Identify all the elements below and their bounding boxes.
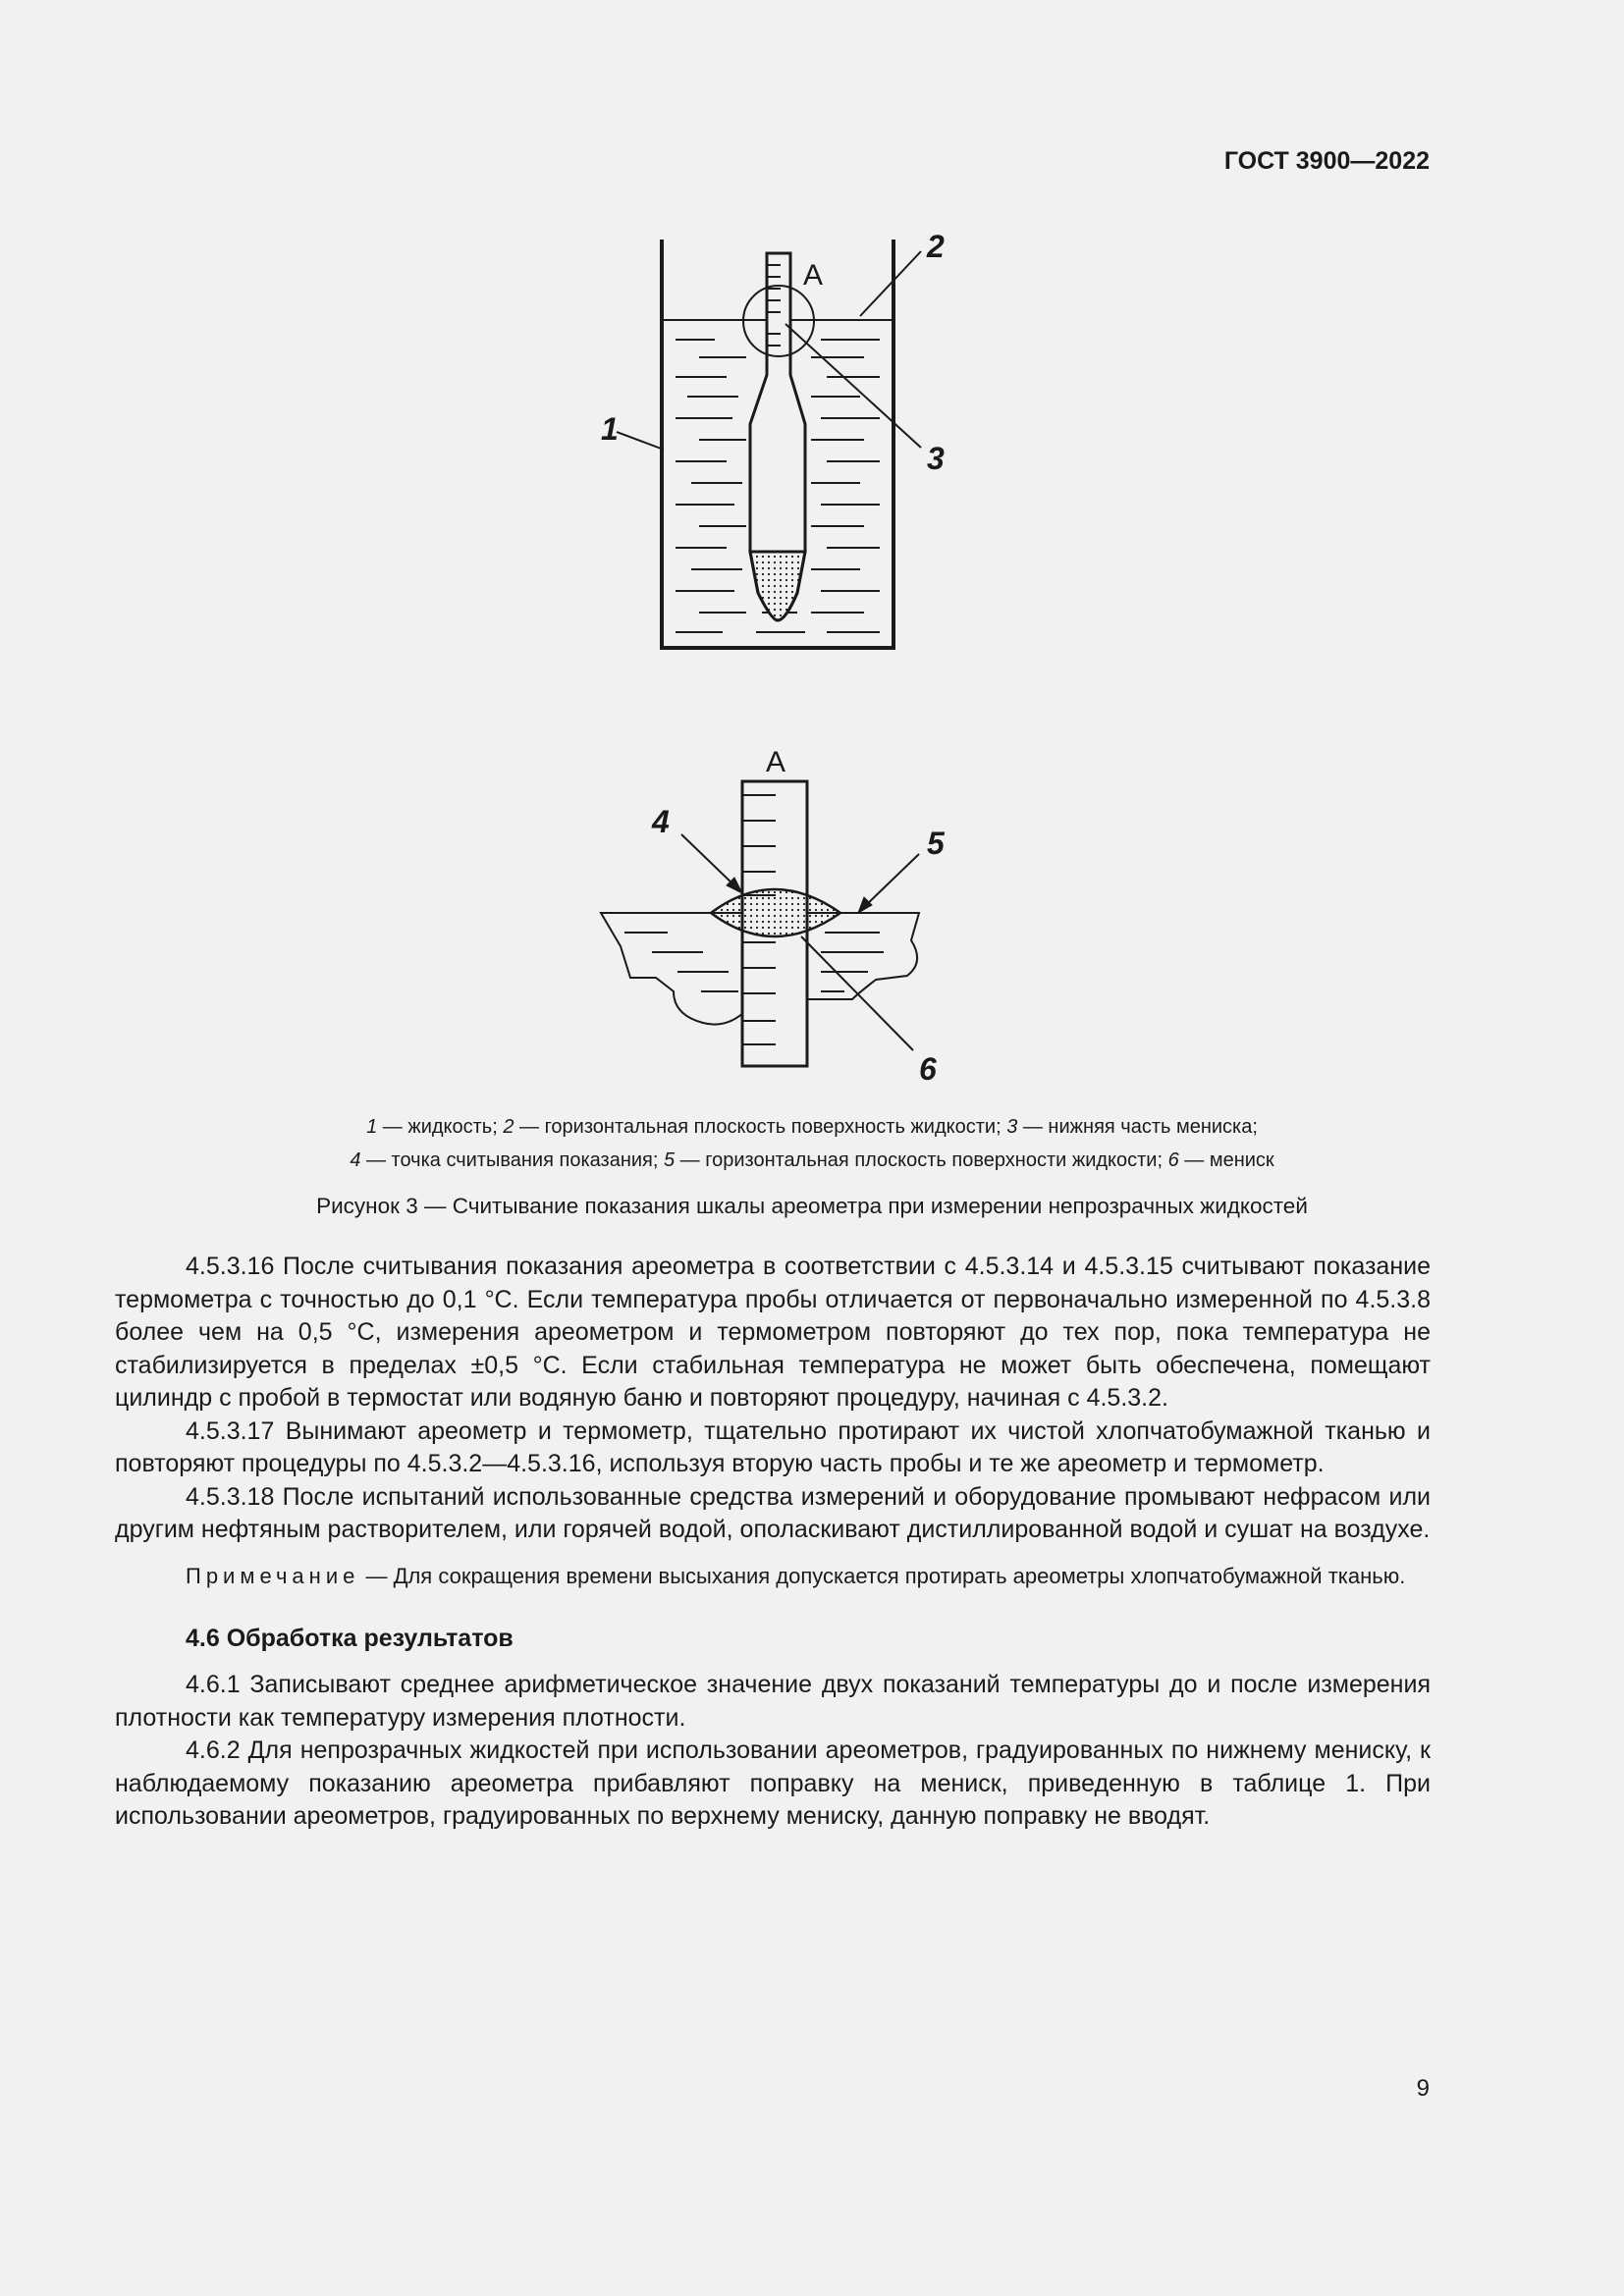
figure-legend-line-1: 1 — жидкость; 2 — горизонтальная плоскость поверхность жидкости; 3 — нижняя часть мениска; <box>366 1116 1258 1138</box>
body-text <box>115 1251 1431 1834</box>
note-text: — Для сокращения времени высыхания допускается протирать ареометры хлопчатобумажной тканью. <box>359 1563 1406 1588</box>
label-6: 6 <box>919 1051 937 1087</box>
beaker-diagram <box>617 240 921 648</box>
label-3: 3 <box>927 441 945 476</box>
paragraph-4-5-3-16: 4.5.3.16 После считывания показания ареометра в соответствии с 4.5.3.14 и 4.5.3.15 считывают показание термометра с точностью до 0,1 °С. Если температура пробы отличается от первоначально измеренной по 4.5.3.8 более чем на 0,5 °С, измерения ареометром и термометром повторяют до тех пор, пока температура не стабилизируется в пределах ±0,5 °С. Если стабильная температура не может быть обеспечена, помещают цилиндр с пробой в термостат или водяную баню и повторяют процедуру, начиная с 4.5.3.2. <box>115 1253 1431 1412</box>
label-1: 1 <box>601 411 619 447</box>
figure-title: Рисунок 3 — Считывание показания шкалы ареометра при измерении непрозрачных жидкостей <box>316 1194 1308 1218</box>
label-a-bottom: A <box>766 746 786 778</box>
paragraph-4-5-3-17: 4.5.3.17 Вынимают ареометр и термометр, тщательно протирают их чистой хлопчатобумажной тканью и повторяют процедуры по 4.5.3.2—4.5.3.16, используя вторую часть пробы и те же ареометр и термометр. <box>115 1416 1431 1477</box>
label-4: 4 <box>652 804 670 839</box>
paragraph-4-6-1: 4.6.1 Записывают среднее арифметическое значение двух показаний температуры до и после измерения плотности как температуру измерения плотности. <box>115 1671 1431 1732</box>
section-title-4-6: 4.6 Обработка результатов <box>186 1624 514 1652</box>
figure-legend-line-2: 4 — точка считывания показания; 5 — горизонтальная плоскость поверхности жидкости; 6 — мениск <box>350 1149 1274 1171</box>
hydrometer <box>750 253 805 620</box>
document-header: ГОСТ 3900—2022 <box>1223 147 1430 175</box>
paragraph-4-6-2: 4.6.2 Для непрозрачных жидкостей при использовании ареометров, градуированных по нижнему мениску, к наблюдаемому показанию ареометра прибавляют поправку на мениск, приведенную в таблице 1. При использовании ареометров, градуированных по верхнему мениску, данную поправку не вводят. <box>115 1736 1431 1830</box>
label-5: 5 <box>927 826 945 861</box>
detail-a-diagram <box>601 781 919 1066</box>
label-2: 2 <box>927 229 945 264</box>
label-a-top: A <box>803 259 824 292</box>
note-label: Примечание <box>186 1563 360 1588</box>
page-number: 9 <box>1416 2075 1430 2102</box>
paragraph-4-5-3-18: 4.5.3.18 После испытаний использованные средства измерений и оборудование промывают нефрасом или другим нефтяным растворителем, или горячей водой, ополаскивают дистиллированной водой и сушат на воздухе. <box>115 1482 1431 1543</box>
note <box>115 1561 1431 1591</box>
